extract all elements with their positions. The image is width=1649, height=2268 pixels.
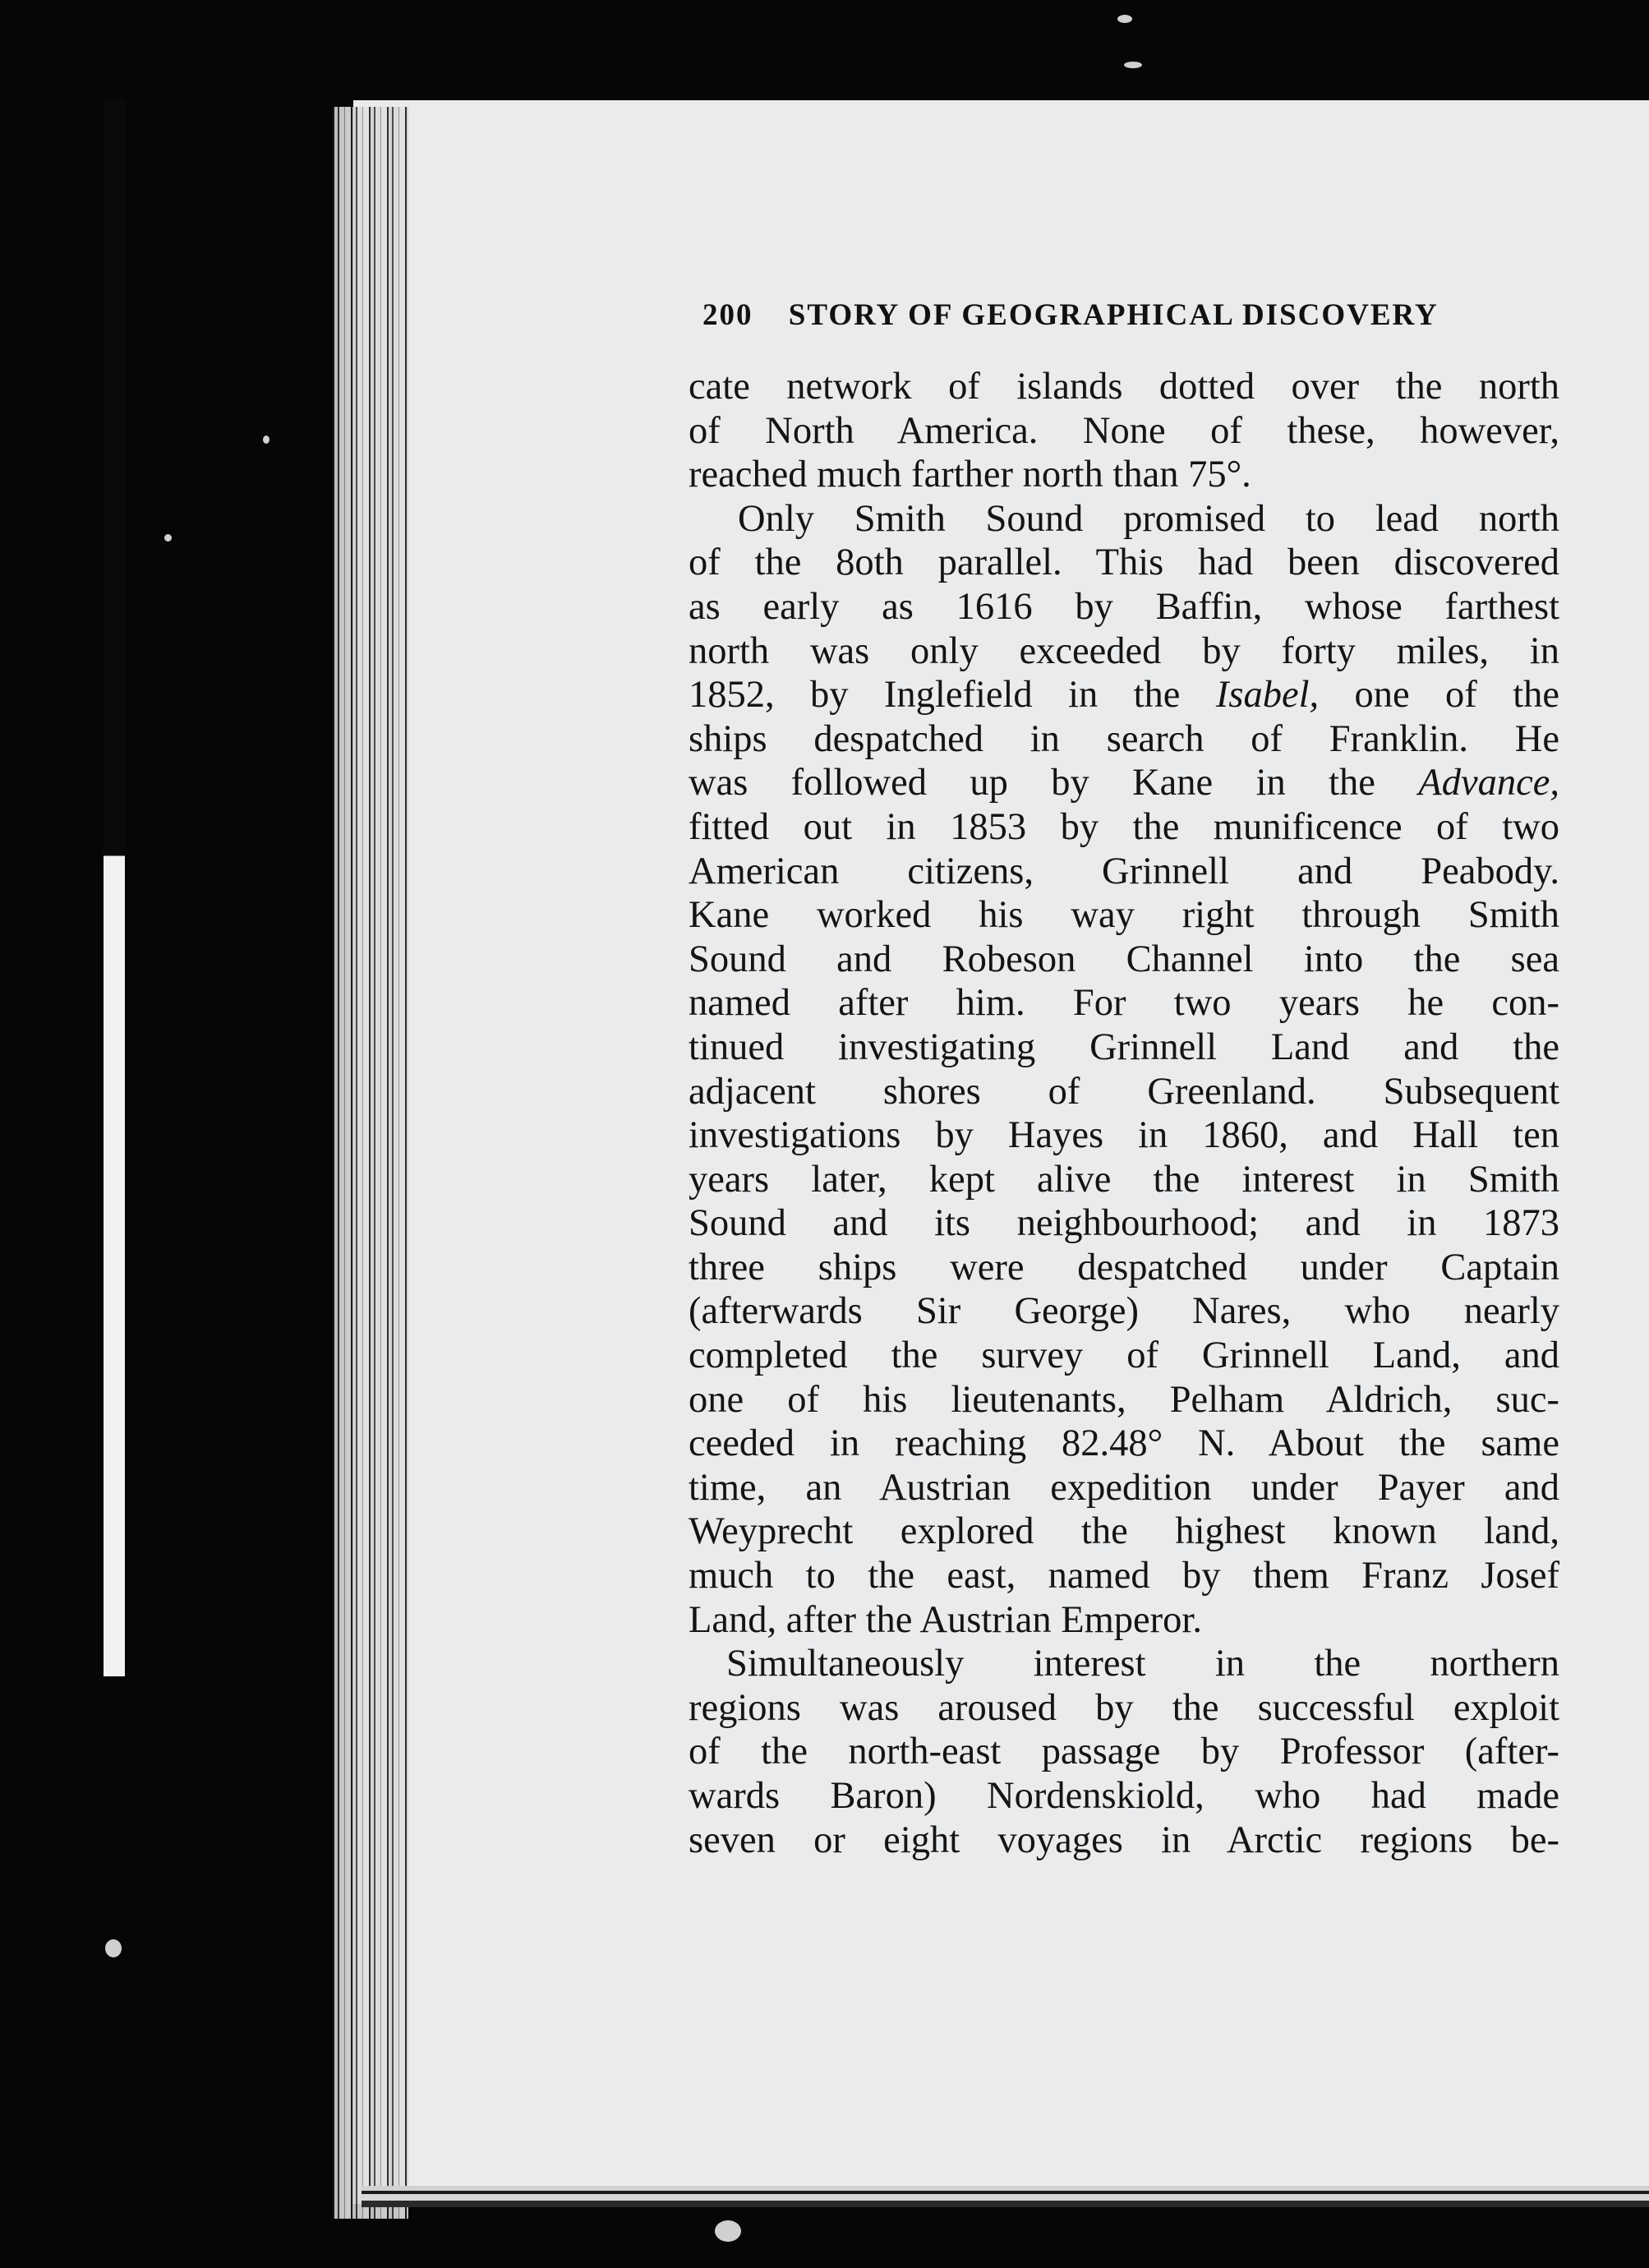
text-line: Land, after the Austrian Emperor. — [689, 1598, 1202, 1641]
text-line: seven or eight voyages in Arctic regions be- — [689, 1819, 1559, 1861]
text-fragment: one of the — [1319, 674, 1560, 717]
paragraph — [689, 497, 1559, 1642]
dust-speck — [164, 534, 172, 542]
text-line: one of his lieutenants, Pelham Aldrich, suc- — [689, 1378, 1559, 1421]
text-fragment: was followed up by Kane in the — [689, 762, 1419, 804]
body-text — [689, 365, 1559, 1862]
text-line: cate network of islands dotted over the north — [689, 366, 1559, 408]
dust-speck — [263, 436, 269, 444]
text-line — [689, 761, 1559, 805]
text-line: years later, kept alive the interest in Smith — [689, 1158, 1559, 1201]
text-line: of the north-east passage by Professor (after- — [689, 1731, 1559, 1773]
text-line: time, an Austrian expedition under Payer and — [689, 1466, 1559, 1509]
text-line: Sound and Robeson Channel into the sea — [689, 938, 1559, 980]
text-line: of North America. None of these, however, — [689, 409, 1559, 452]
text-line: completed the survey of Grinnell Land, and — [689, 1335, 1559, 1377]
text-line: regions was aroused by the successful exploit — [689, 1686, 1559, 1729]
paragraph — [689, 365, 1559, 497]
page-number: 200 — [702, 298, 753, 332]
ship-name-advance: Advance, — [1418, 762, 1559, 804]
text-line — [689, 673, 1559, 717]
text-line: Kane worked his way right through Smith — [689, 894, 1559, 937]
text-line: Weyprecht explored the highest known land, — [689, 1510, 1559, 1553]
text-line: named after him. For two years he con- — [689, 982, 1559, 1025]
text-line: ceeded in reaching 82.48° N. About the same — [689, 1422, 1559, 1465]
page-bottom-edge — [362, 2186, 1649, 2207]
text-line: three ships were despatched under Captain — [689, 1246, 1559, 1288]
book-spine-edge — [333, 107, 408, 2219]
text-line: Simultaneously interest in the northern — [726, 1643, 1559, 1685]
text-line: adjacent shores of Greenland. Subsequent — [689, 1070, 1559, 1113]
ship-name-isabel: Isabel, — [1215, 674, 1320, 717]
text-line: investigations by Hayes in 1860, and Hall ten — [689, 1114, 1559, 1157]
text-line: (afterwards Sir George) Nares, who nearly — [689, 1290, 1559, 1333]
dust-speck — [1124, 62, 1142, 68]
text-line: fitted out in 1853 by the munificence of two — [689, 805, 1559, 848]
text-line: reached much farther north than 75°. — [689, 454, 1251, 496]
running-title: STORY OF GEOGRAPHICAL DISCOVERY — [788, 298, 1439, 332]
dust-speck — [105, 1939, 122, 1957]
text-line: Sound and its neighbourhood; and in 1873 — [689, 1202, 1559, 1245]
adjacent-page-edge — [104, 99, 125, 1676]
text-line: ships despatched in search of Franklin. He — [689, 717, 1559, 760]
text-line: north was only exceeded by forty miles, in — [689, 629, 1559, 672]
text-line: of the 8oth parallel. This had been discovered — [689, 542, 1559, 584]
text-line: tinued investigating Grinnell Land and the — [689, 1026, 1559, 1068]
dust-speck — [1117, 15, 1132, 23]
text-line: American citizens, Grinnell and Peabody. — [689, 850, 1559, 892]
text-line: Only Smith Sound promised to lead north — [738, 497, 1559, 540]
text-line: as early as 1616 by Baffin, whose farthest — [689, 585, 1559, 628]
text-line: wards Baron) Nordenskiold, who had made — [689, 1775, 1559, 1817]
text-line: much to the east, named by them Franz Josef — [689, 1555, 1559, 1597]
running-header — [702, 297, 1499, 333]
paragraph — [689, 1642, 1559, 1862]
text-fragment: 1852, by Inglefield in the — [689, 674, 1216, 717]
dust-speck — [715, 2220, 741, 2242]
